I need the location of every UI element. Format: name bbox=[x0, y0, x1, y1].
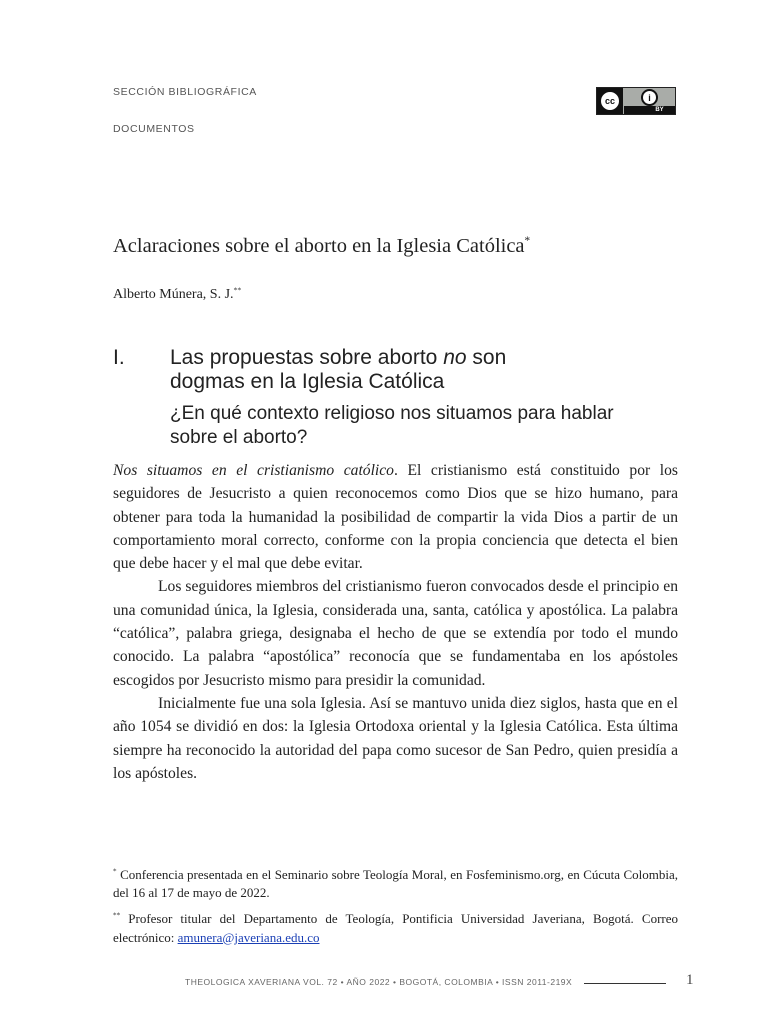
title-footnote-mark[interactable]: * bbox=[524, 235, 531, 248]
footnotes bbox=[113, 866, 678, 955]
footnote-1: * Conferencia presentada en el Seminario sobre Teología Moral, en Fosfeminismo.org, en Cúcuta Colombia, del 16 al 17 de mayo de 2022. bbox=[113, 867, 679, 901]
attribution-person-icon: i bbox=[641, 89, 658, 106]
section-number: I. bbox=[113, 346, 125, 369]
cc-by-license-badge[interactable] bbox=[596, 87, 676, 115]
paragraph-1: Nos situamos en el cristianismo católico. El cristianismo está constituido por los seguidores de Jesucristo a quien reconocemos como Dios que se hizo humano, para obtener para toda la humanidad la posibilidad de compartir la vida Dios a partir de un comportamiento moral correcto, conforme con la propia conciencia que detecta el bien que debe hacer y el mal que debe evitar. bbox=[113, 462, 678, 573]
section-label: SECCIÓN BIBLIOGRÁFICA bbox=[113, 86, 257, 98]
section-title: Las propuestas sobre aborto no son dogmas en la Iglesia Católica bbox=[170, 346, 507, 393]
running-footer: THEOLOGICA XAVERIANA VOL. 72 • AÑO 2022 • BOGOTÁ, COLOMBIA • ISSN 2011-219X bbox=[185, 977, 573, 987]
cc-icon: cc bbox=[599, 90, 621, 112]
paragraph-3: Inicialmente fue una sola Iglesia. Así se mantuvo unida diez siglos, hasta que en el año 1054 se dividió en dos: la Iglesia Ortodoxa oriental y la Iglesia Católica. Esta última siempre ha reconocido la autoridad del papa como sucesor de San Pedro, quien presidía a los apóstoles. bbox=[113, 694, 678, 782]
author-name: Alberto Múnera, S. J.** bbox=[113, 285, 242, 302]
paragraph-2: Los seguidores miembros del cristianismo fueron convocados desde el principio en una comunidad única, la Iglesia, considerada una, santa, católica y apostólica. La palabra “católica”, palabra griega, designaba el hecho de que se extendía por todo el mundo conocido. La palabra “apostólica” reconocía que se fundamentaba en los apóstoles escogidos por Jesucristo mismo para presidir la comunidad. bbox=[113, 578, 678, 689]
footer-rule bbox=[584, 983, 666, 984]
section-question: ¿En qué contexto religioso nos situamos para hablar sobre el aborto? bbox=[170, 403, 614, 448]
page-number: 1 bbox=[686, 972, 694, 988]
article-title: Aclaraciones sobre el aborto en la Iglesia Católica* bbox=[113, 235, 531, 257]
author-email-link[interactable]: amunera@javeriana.edu.co bbox=[177, 929, 320, 945]
author-footnote-mark[interactable]: ** bbox=[233, 285, 242, 295]
body-text bbox=[113, 459, 678, 785]
footnote-2: ** Profesor titular del Departamento de Teología, Pontificia Universidad Javeriana, Bogotá. Correo electrónico: amunera@javeriana.edu.co bbox=[113, 911, 678, 945]
subsection-label: DOCUMENTOS bbox=[113, 123, 195, 135]
by-label: BY bbox=[655, 107, 664, 113]
